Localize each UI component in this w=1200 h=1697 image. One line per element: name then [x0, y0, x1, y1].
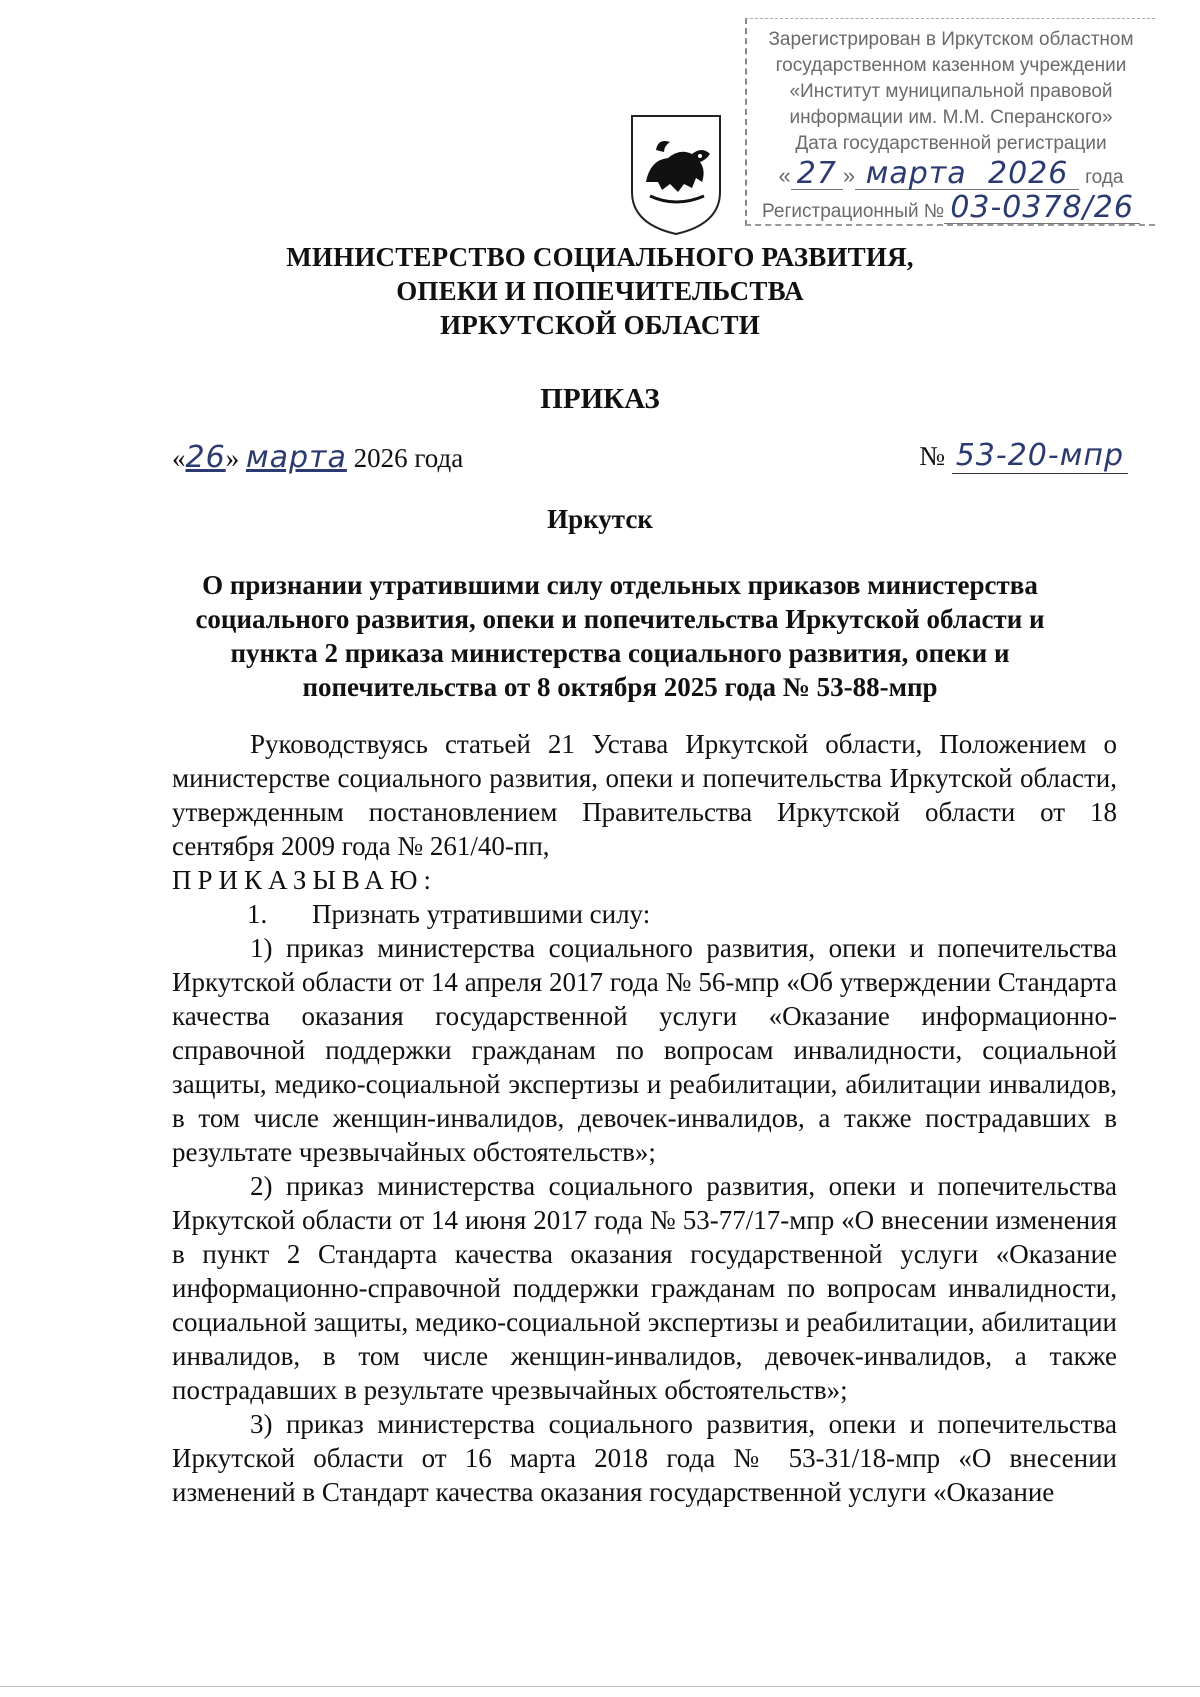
order-date-year: 2026 года [353, 443, 464, 473]
preamble-paragraph: Руководствуясь статьей 21 Устава Иркутской области, Положением о министерстве социального развития, опеки и попечительства Иркутской области, утвержденным постановлением Правительства Иркутской области от 18 сентября 2009 года № 261/40-пп, [172, 729, 1117, 861]
stamp-date-year: 2026 [977, 159, 1079, 190]
stamp-date-day: 27 [791, 159, 843, 190]
stamp-reg-number: 03-0378/26 [944, 193, 1140, 224]
stamp-line-5: Дата государственной регистрации [795, 133, 1107, 154]
stamp-line-3: «Институт муниципальной правовой [789, 81, 1113, 102]
stamp-line-2: государственном казенном учреждении [775, 55, 1127, 76]
item-1 [172, 897, 1117, 931]
ministry-name-line-1: МИНИСТЕРСТВО СОЦИАЛЬНОГО РАЗВИТИЯ, [286, 242, 914, 272]
ministry-name-line-2: ОПЕКИ И ПОПЕЧИТЕЛЬСТВА [396, 276, 804, 306]
subject-line-4: попечительства от 8 октября 2025 года № 53-88-мпр [302, 672, 938, 702]
item-1-number: 1. [247, 899, 268, 929]
order-number [919, 438, 1128, 474]
stamp-reg-label: Регистрационный № [762, 201, 945, 222]
ministry-name-line-3: ИРКУТСКОЙ ОБЛАСТИ [440, 310, 760, 340]
subject-line-3: пункта 2 приказа министерства социального развития, опеки и [230, 638, 1010, 668]
city-name: Иркутск [547, 504, 653, 534]
page-bottom-edge [0, 1686, 1200, 1687]
order-subject [160, 568, 1080, 704]
stamp-date-row: « 27 » марта 2026 года [778, 156, 1124, 191]
document-type: ПРИКАЗ [540, 383, 660, 415]
order-body [172, 727, 1117, 1509]
stamp-line-1: Зарегистрирован в Иркутском областном [768, 29, 1134, 50]
coat-of-arms-icon [628, 112, 724, 237]
order-date-day: 26 [185, 440, 226, 475]
order-date: «26» марта 2026 года [172, 440, 464, 475]
order-word: ПРИКАЗЫВАЮ: [172, 865, 437, 895]
subitem-3-paragraph: 3) приказ министерства социального развития, опеки и попечительства Иркутской области от 16 марта 2018 года № 53-31/18-мпр «О внесении изменений в Стандарт качества оказания государственной услуги «Оказание [172, 1409, 1117, 1507]
order-number-label: № [919, 441, 945, 471]
stamp-year-suffix: года [1085, 167, 1124, 188]
subitem-2-paragraph: 2) приказ министерства социального развития, опеки и попечительства Иркутской области от 14 июня 2017 года № 53-77/17-мпр «О внесении изменения в пункт 2 Стандарта качества оказания государственной услуги «Оказание информационно-справочной поддержки гражданам по вопросам инвалидности, социальной защиты, медико-социальной экспертизы и реабилитации, абилитации инвалидов, в том числе женщин-инвалидов, девочек-инвалидов, а также пострадавших в результате чрезвычайных обстоятельств»; [172, 1171, 1117, 1405]
stamp-date-month: марта [855, 159, 977, 190]
subject-line-1: О признании утратившими силу отдельных приказов министерства [202, 570, 1038, 600]
registration-stamp [745, 18, 1155, 226]
subitem-1-paragraph: 1) приказ министерства социального развития, опеки и попечительства Иркутской области от 14 апреля 2017 года № 56-мпр «Об утверждении Стандарта качества оказания государственной услуги «Оказание информационно-справочной поддержки гражданам по вопросам инвалидности, социальной защиты, медико-социальной экспертизы и реабилитации, абилитации инвалидов, в том числе женщин-инвалидов, девочек-инвалидов, а также пострадавших в результате чрезвычайных обстоятельств»; [172, 933, 1117, 1167]
stamp-reg-row [747, 190, 1155, 225]
order-number-value: 53-20-мпр [952, 438, 1128, 474]
order-date-month: марта [245, 440, 347, 475]
subject-line-2: социального развития, опеки и попечительства Иркутской области и [195, 604, 1045, 634]
item-1-text: Признать утратившими силу: [312, 899, 651, 929]
stamp-line-4: информации им. М.М. Сперанского» [789, 107, 1113, 128]
